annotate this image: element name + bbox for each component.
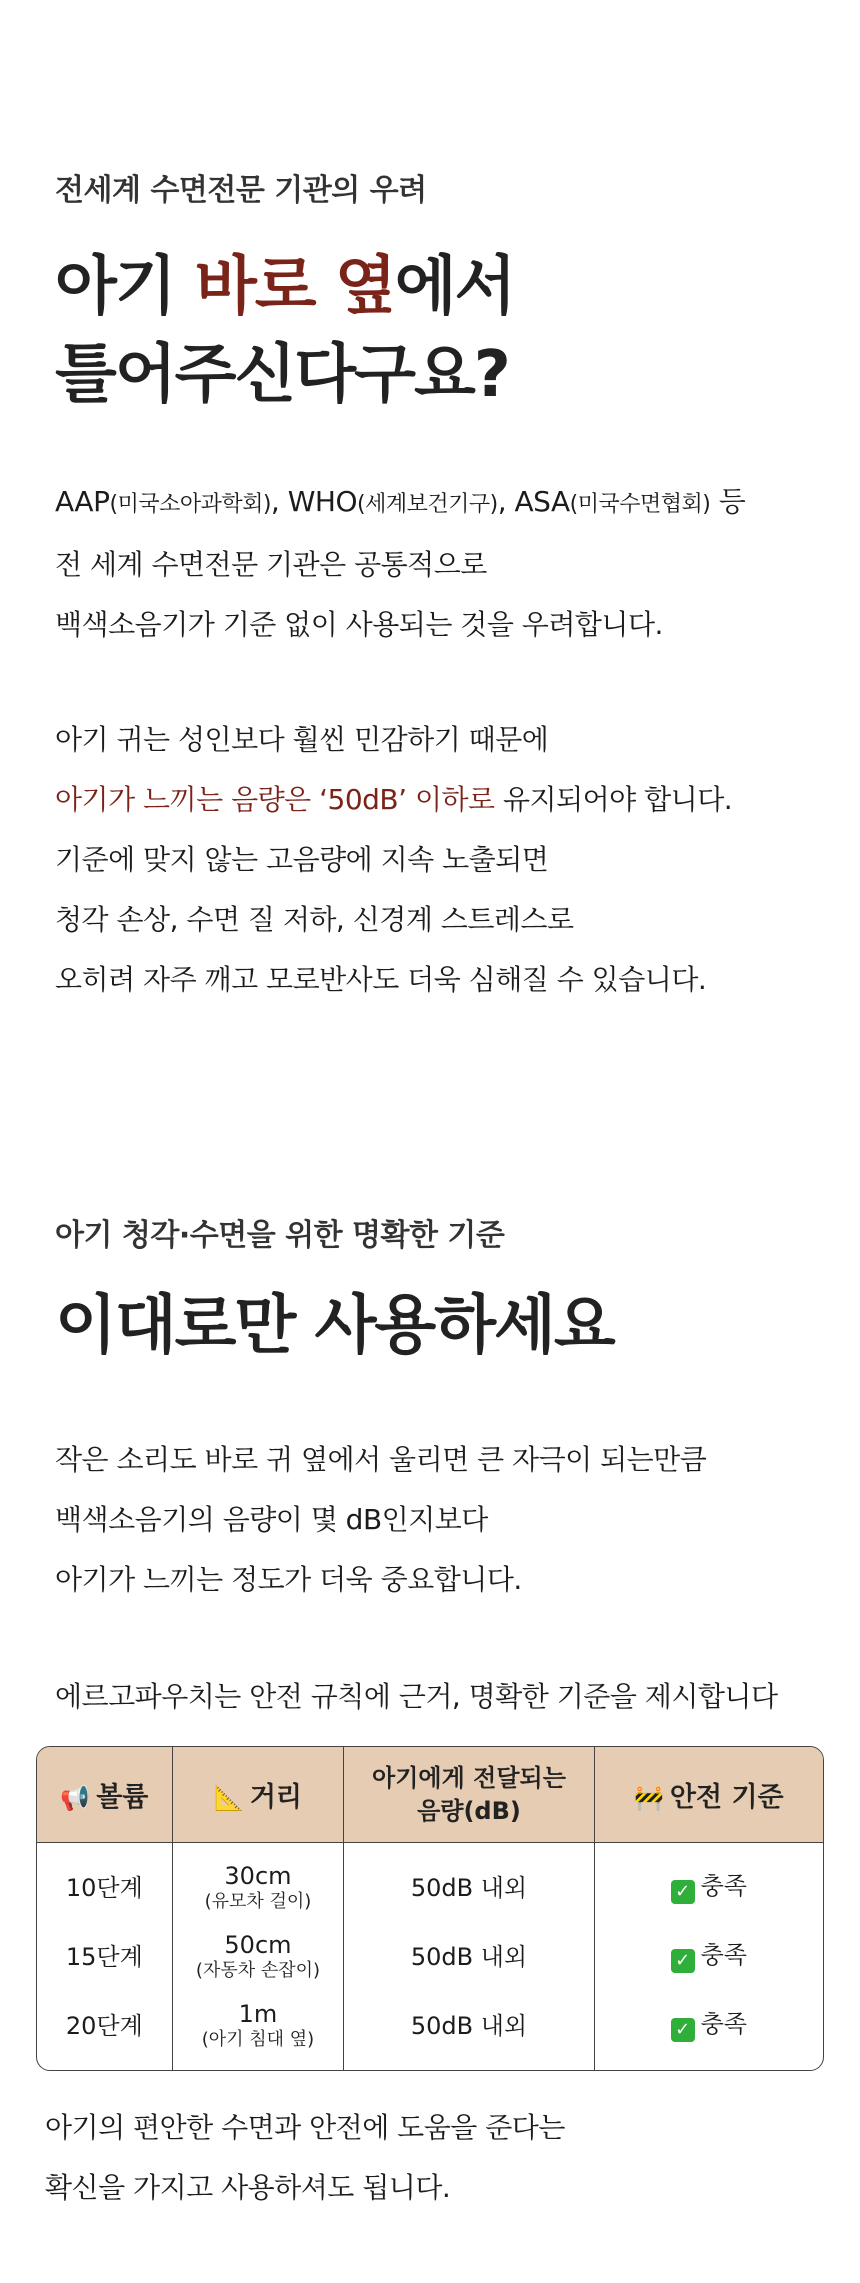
table-row bbox=[37, 1843, 823, 1922]
section1-paragraph2 bbox=[55, 710, 732, 1010]
paragraph-line: 백색소음기의 음량이 몇 dB인지보다 bbox=[55, 1503, 488, 1536]
header-delivered-db: 아기에게 전달되는 음량(dB) bbox=[344, 1747, 594, 1843]
section2-kicker: 아기 청각·수면을 위한 명확한 기준 bbox=[55, 1218, 505, 1253]
check-mark-icon: ✓ bbox=[671, 2018, 695, 2042]
section1-kicker: 전세계 수면전문 기관의 우려 bbox=[55, 173, 427, 208]
cell-distance: 30cm (유모차 걸이) bbox=[173, 1843, 345, 1922]
paragraph-line: 아기 귀는 성인보다 훨씬 민감하기 때문에 bbox=[55, 723, 549, 756]
cell-db: 50dB 내외 bbox=[344, 1991, 594, 2070]
paragraph-line: 작은 소리도 바로 귀 옆에서 울리면 큰 자극이 되는만큼 bbox=[55, 1443, 707, 1476]
highlight-50db: 아기가 느끼는 음량은 ‘50dB’ 이하로 bbox=[55, 783, 495, 816]
section1-headline bbox=[55, 243, 514, 419]
paragraph-line: 확신을 가지고 사용하셔도 됩니다. bbox=[45, 2171, 451, 2204]
paragraph-line: 아기의 편안한 수면과 안전에 도움을 준다는 bbox=[45, 2111, 565, 2144]
section1-paragraph1 bbox=[55, 472, 745, 655]
construction-icon: 🚧 bbox=[634, 1784, 664, 1812]
cell-level: 15단계 bbox=[37, 1922, 173, 1991]
cell-level: 10단계 bbox=[37, 1843, 173, 1922]
cell-status: ✓ 충족 bbox=[595, 1991, 823, 2070]
headline-line2: 틀어주신다구요? bbox=[55, 338, 509, 412]
section2-paragraph bbox=[55, 1430, 706, 1610]
paragraph-line: 기준에 맞지 않는 고음량에 지속 노출되면 bbox=[55, 843, 549, 876]
cell-db: 50dB 내외 bbox=[344, 1922, 594, 1991]
cell-distance: 50cm (자동차 손잡이) bbox=[173, 1922, 345, 1991]
table-intro: 에르고파우치는 안전 규칙에 근거, 명확한 기준을 제시합니다 bbox=[55, 1680, 778, 1713]
paragraph-line: 청각 손상, 수면 질 저하, 신경계 스트레스로 bbox=[55, 903, 574, 936]
org-list-line: AAP(미국소아과학회), WHO(세계보건기구), ASA(미국수면협회) 등 bbox=[55, 485, 746, 518]
closing-paragraph bbox=[45, 2098, 565, 2218]
cell-status: ✓ 충족 bbox=[595, 1843, 823, 1922]
paragraph-line: 백색소음기가 기준 없이 사용되는 것을 우려합니다. bbox=[55, 608, 663, 641]
check-mark-icon: ✓ bbox=[671, 1880, 695, 1904]
cell-db: 50dB 내외 bbox=[344, 1843, 594, 1922]
paragraph-line: 아기가 느끼는 정도가 더욱 중요합니다. bbox=[55, 1563, 522, 1596]
paragraph-line: 전 세계 수면전문 기관은 공통적으로 bbox=[55, 548, 487, 581]
header-distance: 📐 거리 bbox=[173, 1747, 345, 1843]
cell-level: 20단계 bbox=[37, 1991, 173, 2070]
section2-headline: 이대로만 사용하세요 bbox=[55, 1289, 614, 1363]
header-volume: 📢 볼륨 bbox=[37, 1747, 173, 1843]
headline-line1: 아기 바로 옆에서 bbox=[55, 250, 515, 324]
safety-standard-table bbox=[36, 1746, 824, 2071]
table-row bbox=[37, 1922, 823, 1991]
table-header-row bbox=[37, 1747, 823, 1843]
table-row bbox=[37, 1991, 823, 2070]
headline-accent: 바로 옆 bbox=[194, 250, 395, 324]
ruler-icon: 📐 bbox=[213, 1784, 244, 1812]
cell-status: ✓ 충족 bbox=[595, 1922, 823, 1991]
megaphone-icon: 📢 bbox=[60, 1784, 91, 1812]
paragraph-line: 오히려 자주 깨고 모로반사도 더욱 심해질 수 있습니다. bbox=[55, 963, 707, 996]
check-mark-icon: ✓ bbox=[671, 1949, 695, 1973]
cell-distance: 1m (아기 침대 옆) bbox=[173, 1991, 345, 2070]
paragraph-line: 아기가 느끼는 음량은 ‘50dB’ 이하로 유지되어야 합니다. bbox=[55, 783, 733, 816]
header-safety: 🚧 안전 기준 bbox=[595, 1747, 823, 1843]
